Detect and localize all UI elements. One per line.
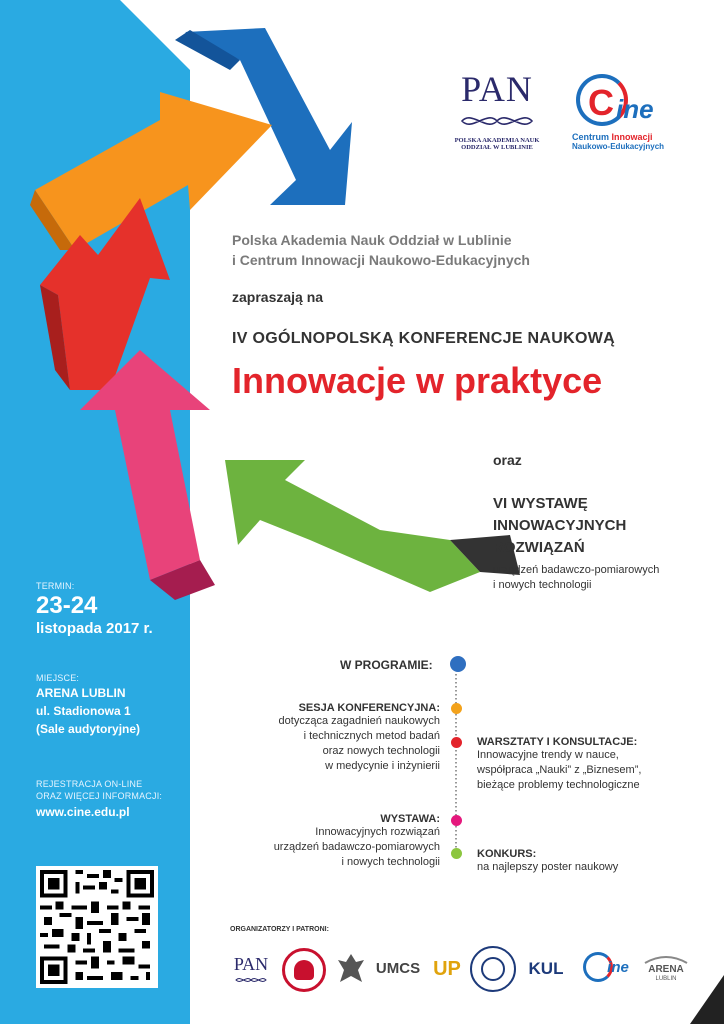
partner-arena-logo: ARENA LUBLIN [640,948,692,988]
term-block: TERMIN: 23-24 listopada 2017 r. [36,581,153,637]
exhibition-subtitle: urządzeń badawczo-pomiarowych i nowych technologii [493,564,660,591]
partner-eagle-emblem-icon [334,950,368,990]
organizers-text: Polska Akademia Nauk Oddział w Lublinie i Centrum Innowacji Naukowo-Edukacyjnych [232,232,530,268]
timeline-dot-orange [451,703,462,714]
partner-cine-logo: ine [578,944,634,990]
exhibit-block: WYSTAWA: Innowacyjnych rozwiązań urządzeń badawczo-pomiarowych i nowych technologii [273,813,440,868]
session-block: SESJA KONFERENCYJNA: dotycząca zagadnień naukowych i technicznych metod badań oraz nowych technologii w medycynie i inżynierii [278,702,440,772]
partner-kul-logo: KUL [528,959,564,978]
and-text: oraz [493,452,522,468]
registration-block: REJESTRACJA ON-LINE ORAZ WIĘCEJ INFORMACJI: www.cine.edu.pl [36,778,162,822]
partner-pan-logo: PAN [226,944,276,994]
page-title: Innowacje w praktyce [232,360,603,401]
partner-university-seal-icon [470,946,516,992]
pan-logo-text: PAN [461,69,533,109]
timeline-dot-blue [450,656,466,672]
pan-logo: PAN POLSKA AKADEMIA NAUK ODDZIAŁ W LUBLINIE [447,68,547,151]
timeline-dot-green [451,848,462,859]
infinity-icon [231,975,271,985]
partners-label: ORGANIZATORZY I PATRONI: [230,926,329,933]
green-arrow [225,460,480,592]
qr-code[interactable] [36,866,158,988]
partner-up-logo: UP [433,957,461,980]
conference-heading: IV OGÓLNOPOLSKĄ KONFERENCJE NAUKOWĄ [232,330,615,347]
place-block: MIEJSCE: ARENA LUBLIN ul. Stadionowa 1 (Sale audytoryjne) [36,673,141,736]
arena-roof-icon [643,954,689,964]
website-link[interactable]: www.cine.edu.pl [36,805,130,819]
program-header: W PROGRAMIE: [340,658,433,672]
timeline-dot-red [451,737,462,748]
cine-logo: C ine Centrum Innowacji Naukowo-Edukacyjnych [572,72,682,151]
partner-medical-emblem-icon [282,948,326,992]
partner-umcs-logo: UMCS [375,959,421,977]
contest-block: KONKURS: na najlepszy poster naukowy [477,848,619,873]
timeline-dot-pink [451,815,462,826]
timeline-line [450,668,470,868]
invite-text: zapraszają na [232,289,324,305]
infinity-icon [452,110,542,132]
orange-arrow [35,92,272,250]
exhibition-heading: VI WYSTAWĘ INNOWACYJNYCH ROZWIĄZAŃ [493,495,627,556]
workshops-block: WARSZTATY I KONSULTACJE: Innowacyjne trendy w nauce, współpraca „Nauki” z „Biznesem”, bieżące problemy technologiczne [477,736,642,791]
qr-code-icon [40,870,154,984]
